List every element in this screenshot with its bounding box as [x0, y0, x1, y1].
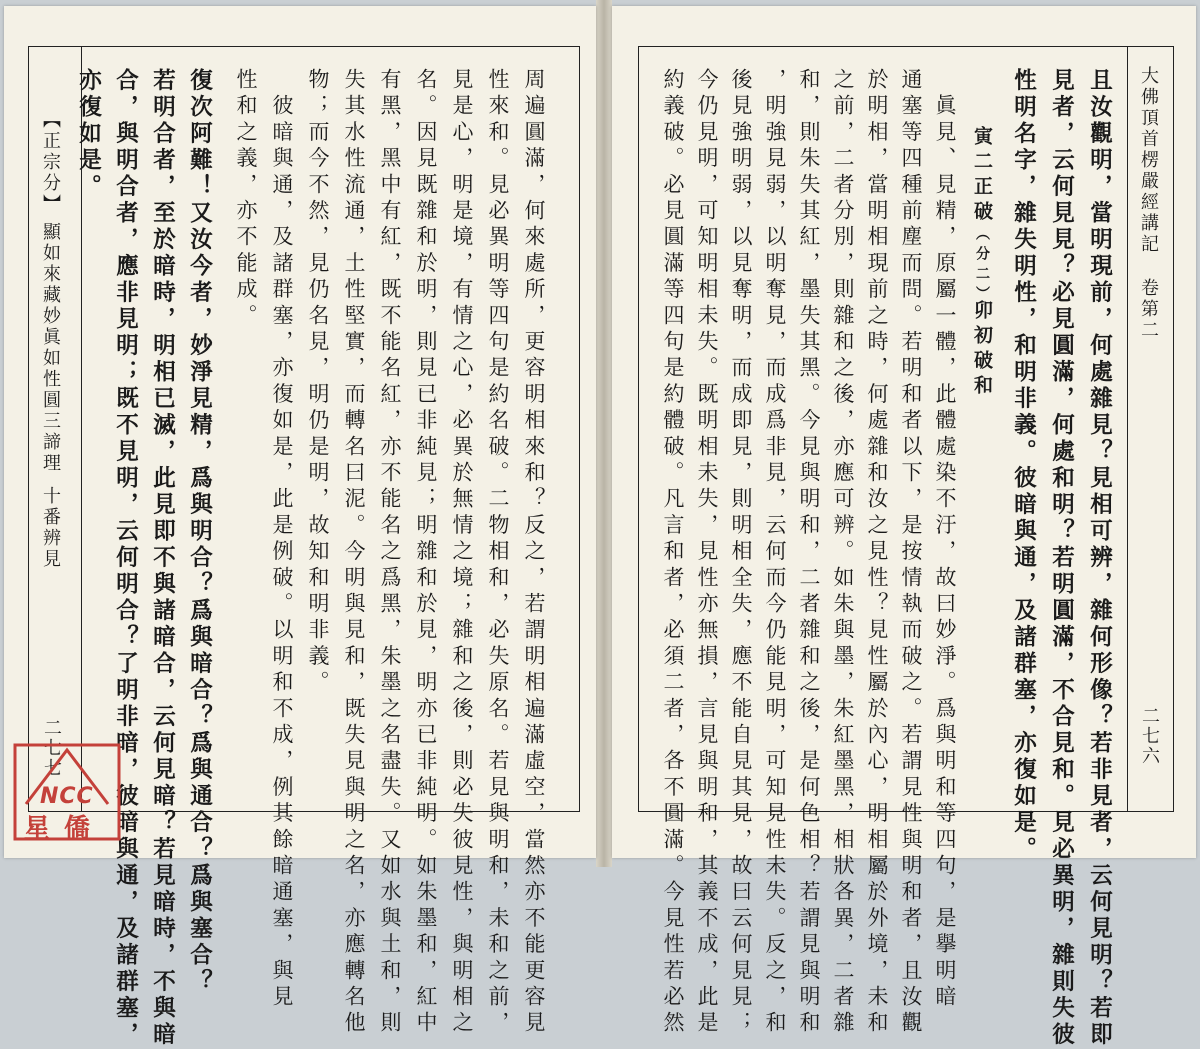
section-heading-note: （分二）: [974, 226, 990, 306]
right-sutra-col-2: 見者，云何見見？必見圓滿，何處和明？若明圓滿，不合見和。見必異明，雜則失彼: [1048, 68, 1075, 1049]
left-text-col-3: 見是心，明是境，有情之心，必異於無情之境；雜和之後，則必失彼見性，與明相之: [450, 68, 474, 1038]
left-sutra-col-2: 若明合者，至於暗時，明相已滅，此見即不與諸暗合，云何見暗？若見暗時，不與暗: [149, 68, 176, 1049]
left-text-col-6: 失其水性流通，土性堅實，而轉名曰泥。今明與見和，既失見與明之名，亦應轉名他: [342, 68, 366, 1038]
right-sutra-col-3: 性明名字，雜失明性，和明非義。彼暗與通，及諸群塞，亦復如是。: [1010, 68, 1037, 863]
right-section-sub: 卯初破和: [971, 300, 993, 400]
right-text-col-1: 眞見、見精，原屬一體，此體處染不汙，故曰妙淨。爲與明和等四句，是擧明暗: [933, 68, 957, 1012]
left-sutra-col-4: 亦復如是。: [75, 68, 102, 201]
left-sutra-col-1: 復次阿難！又汝今者，妙淨見精，爲與明合？爲與暗合？爲與通合？爲與塞合？: [186, 68, 213, 996]
right-text-col-2: 通塞等四種前塵而問。若明和者以下，是按情執而破之。若謂見性與明和者，且汝觀: [899, 68, 923, 1038]
right-text-col-4: 之前，二者分別，則雜和之後，亦應可辨。如朱與墨，朱紅墨黑，相狀各異，二者雜: [831, 68, 855, 1038]
right-text-col-8: 今仍見明，可知明相未失。既明相未失，見性亦無損，言見與明和，其義不成，此是: [695, 68, 719, 1038]
right-margin-rule: [1127, 47, 1128, 811]
right-text-col-7: 後見強明弱，以見奪明，而成即見，則明相全失，應不能自見其見，故曰云何見見；: [729, 68, 753, 1038]
right-page-number: 二七六: [1139, 706, 1160, 766]
right-header-volume: 卷第二: [1138, 278, 1159, 341]
left-page: [4, 6, 596, 1049]
right-text-col-5: 和，則朱失其紅，墨失其黑。今見與明和，二者雜和之後，是何色相？若謂見與明和: [797, 68, 821, 1038]
left-text-col-5: 有黑，黑中有紅，既不能名紅，亦不能名之爲黑，朱墨之名盡失。又如水與土和，則: [378, 68, 402, 1038]
stamp-text-chinese: 星僑: [24, 814, 105, 844]
left-text-col-9: 性和之義，亦不能成。: [234, 68, 258, 330]
right-header-title: 大佛頂首楞嚴經講記: [1138, 66, 1159, 255]
left-text-col-2: 性來和。見必異明等四句是約名破。二物相和，必失原名。若見與明和，未和之前，: [486, 68, 510, 1038]
left-text-col-8: 彼暗與通，及諸群塞，亦復如是，此是例破。以明和不成，例其餘暗通塞，與見: [270, 68, 294, 1012]
left-text-col-4: 名。因見既雜和於明，則見已非純見；明雜和於見，明亦已非純明。如朱墨和，紅中: [414, 68, 438, 1038]
right-text-col-9: 約義破。必見圓滿等四句是約體破。凡言和者，必須二者，各不圓滿。今見性若必然: [661, 68, 685, 1038]
right-text-col-6: ，明強見弱，以明奪見，而成爲非見，云何而今仍能見明，可知見性未失。反之，和: [763, 68, 787, 1038]
left-text-col-1: 周遍圓滿，何來處所，更容明相來和？反之，若謂明相遍滿虛空，當然亦不能更容見: [522, 68, 546, 1038]
right-text-col-3: 於明相，當明相現前之時，何處雜和汝之見性？見性屬於內心，明相屬於外境，未和: [865, 68, 889, 1038]
left-footer-label: 【正宗分】: [40, 110, 61, 215]
left-sutra-col-3: 合，與明合者，應非見明；既不見明，云何明合？了明非暗，彼暗與通，及諸群塞，: [112, 68, 139, 1049]
right-sutra-col-1: 且汝觀明，當明現前，何處雜見？見相可辨，雜何形像？若非見者，云何見明？若即: [1086, 68, 1113, 1049]
stamp-text-latin: NCC: [40, 784, 94, 809]
ncc-stamp-logo: [12, 742, 122, 842]
right-section-heading: [972, 126, 991, 306]
section-heading-label: 寅二正破: [971, 126, 993, 226]
left-text-col-7: 物；而今不然，見仍名見，明仍是明，故知和明非義。: [306, 68, 330, 697]
book-gutter: [596, 0, 612, 867]
right-page: [612, 6, 1196, 1049]
left-footer-title: 顯如來藏妙眞如性圓三諦理: [40, 222, 61, 474]
left-page-number: 二七七: [41, 718, 62, 778]
left-footer-section: 十番辨見: [40, 486, 61, 570]
